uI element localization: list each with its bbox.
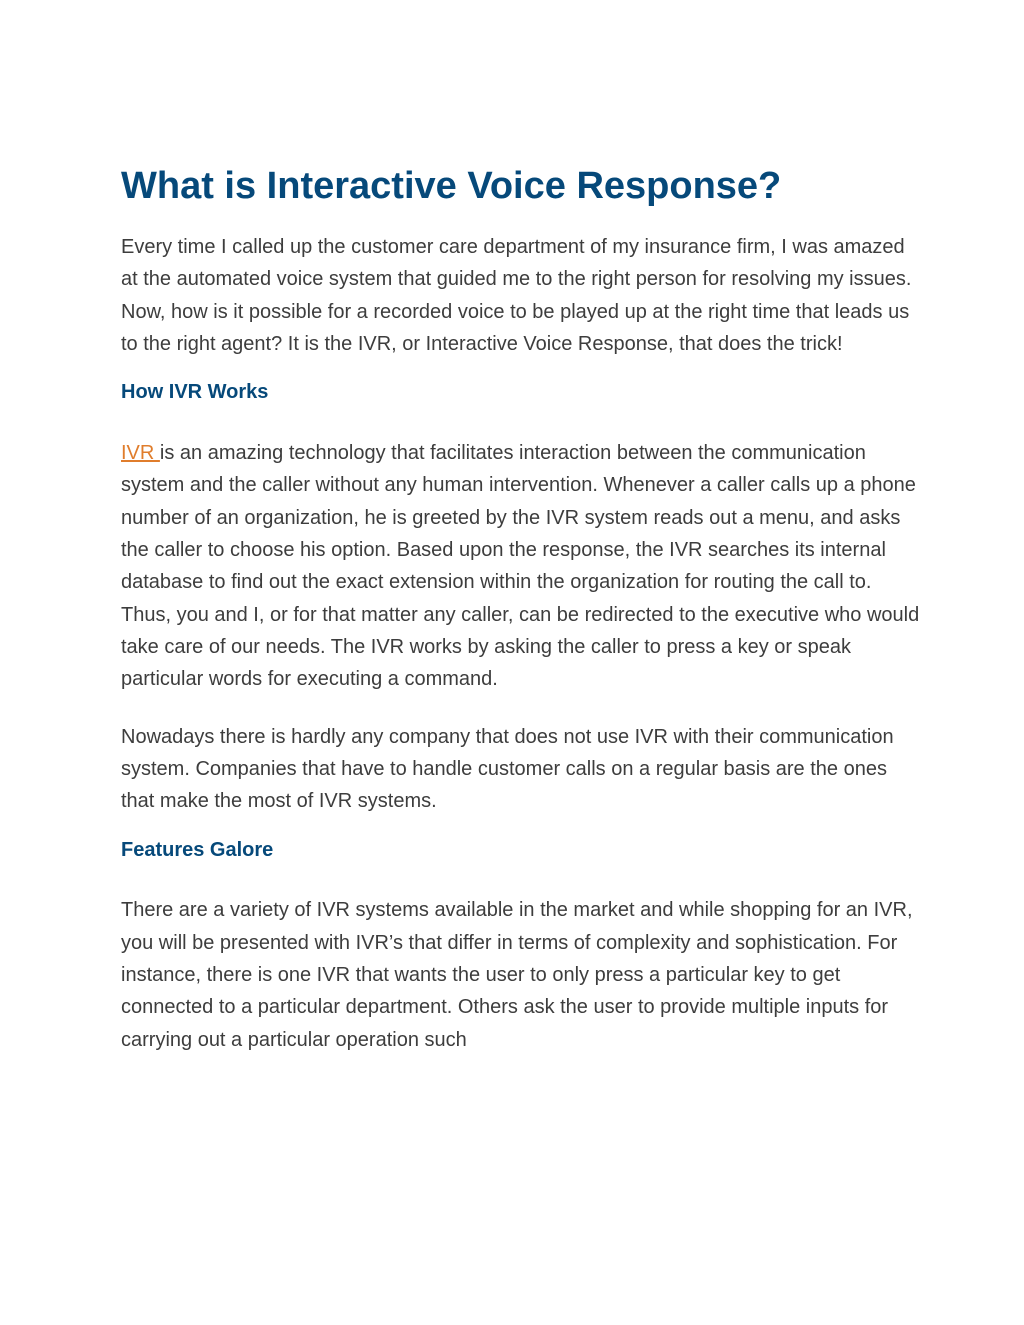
ivr-usage-paragraph: Nowadays there is hardly any company that does not use IVR with their communication system. Companies that have to handle customer calls on a regular basis are the ones that make the most of IVR systems. (121, 725, 894, 813)
section-heading-how-ivr-works: How IVR Works (121, 381, 269, 404)
features-paragraph: There are a variety of IVR systems available in the market and while shopping for an IVR, you will be presented with IVR’s that differ in terms of complexity and sophistication. For instance, there is one IVR that wants the user to only press a particular key to get connected to a particular department. Others ask the user to provide multiple inputs for carrying out a particular operation such (121, 899, 913, 1051)
ivr-description-paragraph (121, 437, 921, 695)
intro-paragraph: Every time I called up the customer care department of my insurance firm, I was amazed at the automated voice system that guided me to the right person for resolving my issues. Now, how is it possible for a recorded voice to be played up at the right time that leads us to the right agent? It is the IVR, or Interactive Voice Response, that does the trick! (121, 236, 912, 355)
section-heading-features-galore: Features Galore (121, 839, 274, 862)
page-title: What is Interactive Voice Response? (121, 165, 782, 207)
document-page (121, 163, 921, 1056)
ivr-description-text: is an amazing technology that facilitates interaction between the communication system and the caller without any human intervention. Whenever a caller calls up a phone number of an organization, he is greeted by the IVR system reads out a menu, and asks the caller to choose his option. Based upon the response, the IVR searches its internal database to find out the exact extension within the organization for routing the call to. Thus, you and I, or for that matter any caller, can be redirected to the executive who would take care of our needs. The IVR works by asking the caller to press a key or speak particular words for executing a command. (121, 442, 920, 691)
ivr-link[interactable]: IVR (121, 442, 160, 465)
